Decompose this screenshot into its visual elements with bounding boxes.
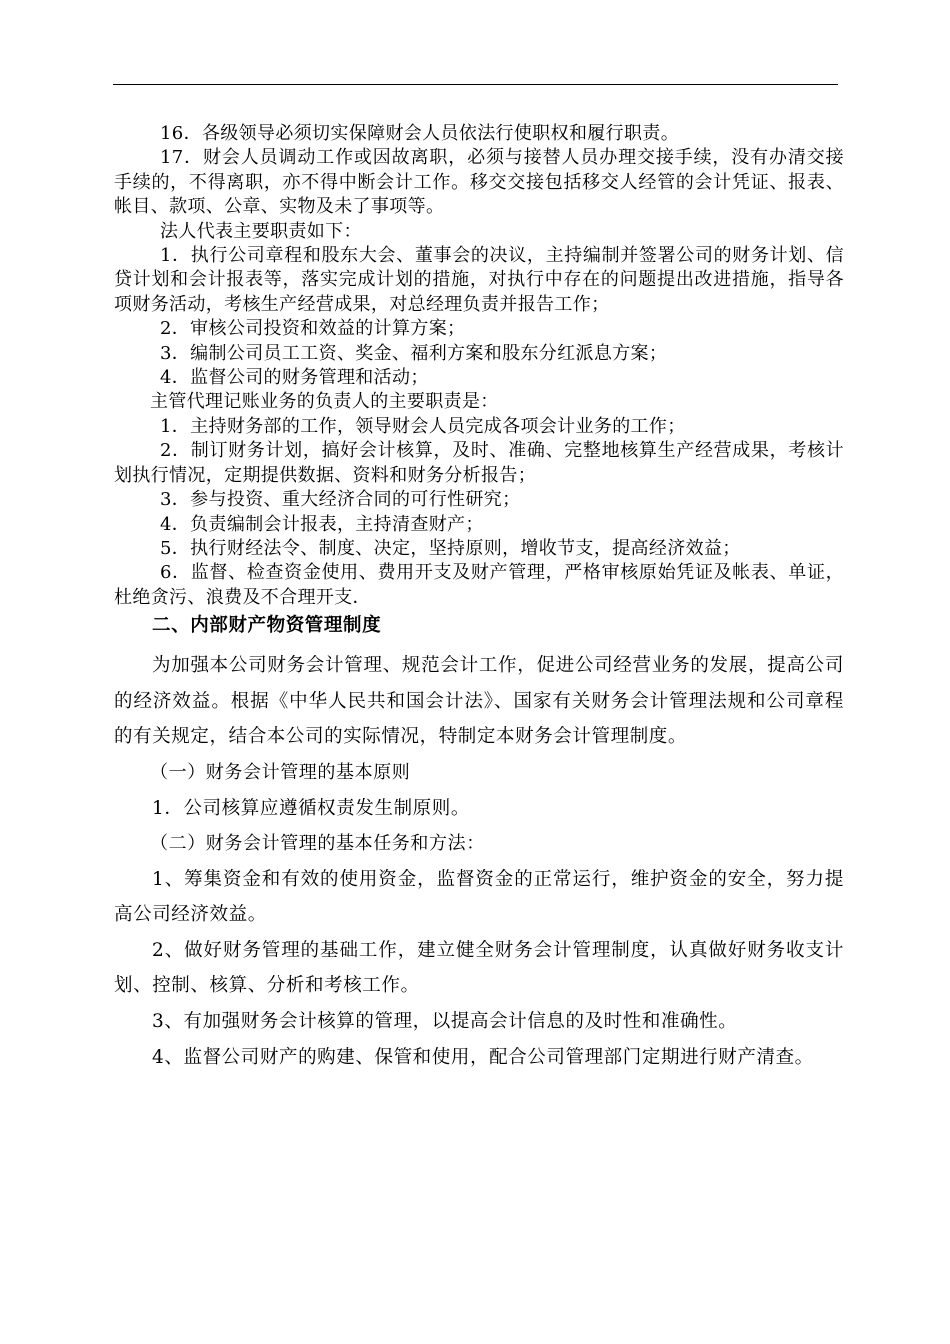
subsection-1-title: （一）财务会计管理的基本原则 bbox=[150, 761, 411, 783]
legal-rep-duty-2: 2．审核公司投资和效益的计算方案； bbox=[160, 318, 466, 340]
bookkeeping-head-duties-heading: 主管代理记账业务的负责人的主要职责是： bbox=[150, 391, 499, 413]
legal-rep-duty-4: 4．监督公司的财务管理和活动； bbox=[160, 367, 429, 389]
task-item-1: 1、筹集资金和有效的使用资金，监督资金的正常运行，维护资金的安全，努力提高公司经济效益。 bbox=[114, 868, 844, 926]
bookkeeping-duty-4: 4．负责编制会计报表，主持清查财产； bbox=[160, 513, 484, 535]
document-body bbox=[114, 122, 844, 1075]
header-rule bbox=[113, 84, 838, 85]
bookkeeping-duty-1: 1．主持财务部的工作，领导财会人员完成各项会计业务的工作； bbox=[160, 415, 686, 437]
task-item-3: 3、有加强财务会计核算的管理，以提高会计信息的及时性和准确性。 bbox=[152, 1011, 738, 1033]
intro-paragraph: 为加强本公司财务会计管理、规范会计工作，促进公司经营业务的发展，提高公司的经济效益。根据《中华人民共和国会计法》、国家有关财务会计管理法规和公司章程的有关规定，结合本公司的实际情况，特制定本财务会计管理制度。 bbox=[114, 655, 844, 748]
task-item-4: 4、监督公司财产的购建、保管和使用，配合公司管理部门定期进行财产清查。 bbox=[152, 1046, 814, 1068]
paragraph-17: 17．财会人员调动工作或因故离职，必须与接替人员办理交接手续，没有办清交接手续的，不得离职，亦不得中断会计工作。移交交接包括移交人经管的会计凭证、报表、帐目、款项、公章、实物及未了事项等。 bbox=[114, 147, 844, 218]
bookkeeping-duty-6: 6．监督、检查资金使用、费用开支及财产管理，严格审核原始凭证及帐表、单证，杜绝贪污、浪费及不合理开支． bbox=[114, 562, 844, 608]
bookkeeping-duty-5: 5．执行财经法令、制度、决定，坚持原则，增收节支，提高经济效益； bbox=[160, 537, 741, 559]
task-item-2: 2、做好财务管理的基础工作，建立健全财务会计管理制度，认真做好财务收支计划、控制、核算、分析和考核工作。 bbox=[114, 939, 844, 997]
paragraph-16: 16．各级领导必须切实保障财会人员依法行使职权和履行职责。 bbox=[160, 123, 680, 144]
bookkeeping-duty-2: 2．制订财务计划，搞好会计核算，及时、准确、完整地核算生产经营成果，考核计划执行情况，定期提供数据、资料和财务分析报告； bbox=[114, 440, 844, 486]
legal-rep-duty-1: 1．执行公司章程和股东大会、董事会的决议，主持编制并签署公司的财务计划、信贷计划和会计报表等，落实完成计划的措施，对执行中存在的问题提出改进措施，指导各项财务活动，考核生产经营成果，对总经理负责并报告工作； bbox=[114, 245, 844, 315]
subsection-2-title: （二）财务会计管理的基本任务和方法： bbox=[150, 833, 485, 855]
legal-rep-duty-3: 3．编制公司员工工资、奖金、福利方案和股东分红派息方案； bbox=[160, 342, 668, 364]
legal-rep-duties-heading: 法人代表主要职责如下： bbox=[160, 220, 362, 242]
section-body bbox=[114, 648, 844, 1075]
subsection-1-item: 1．公司核算应遵循权责发生制原则。 bbox=[152, 797, 470, 819]
section-heading: 二、内部财产物资管理制度 bbox=[152, 615, 382, 637]
bookkeeping-duty-3: 3．参与投资、重大经济合同的可行性研究； bbox=[160, 489, 521, 511]
